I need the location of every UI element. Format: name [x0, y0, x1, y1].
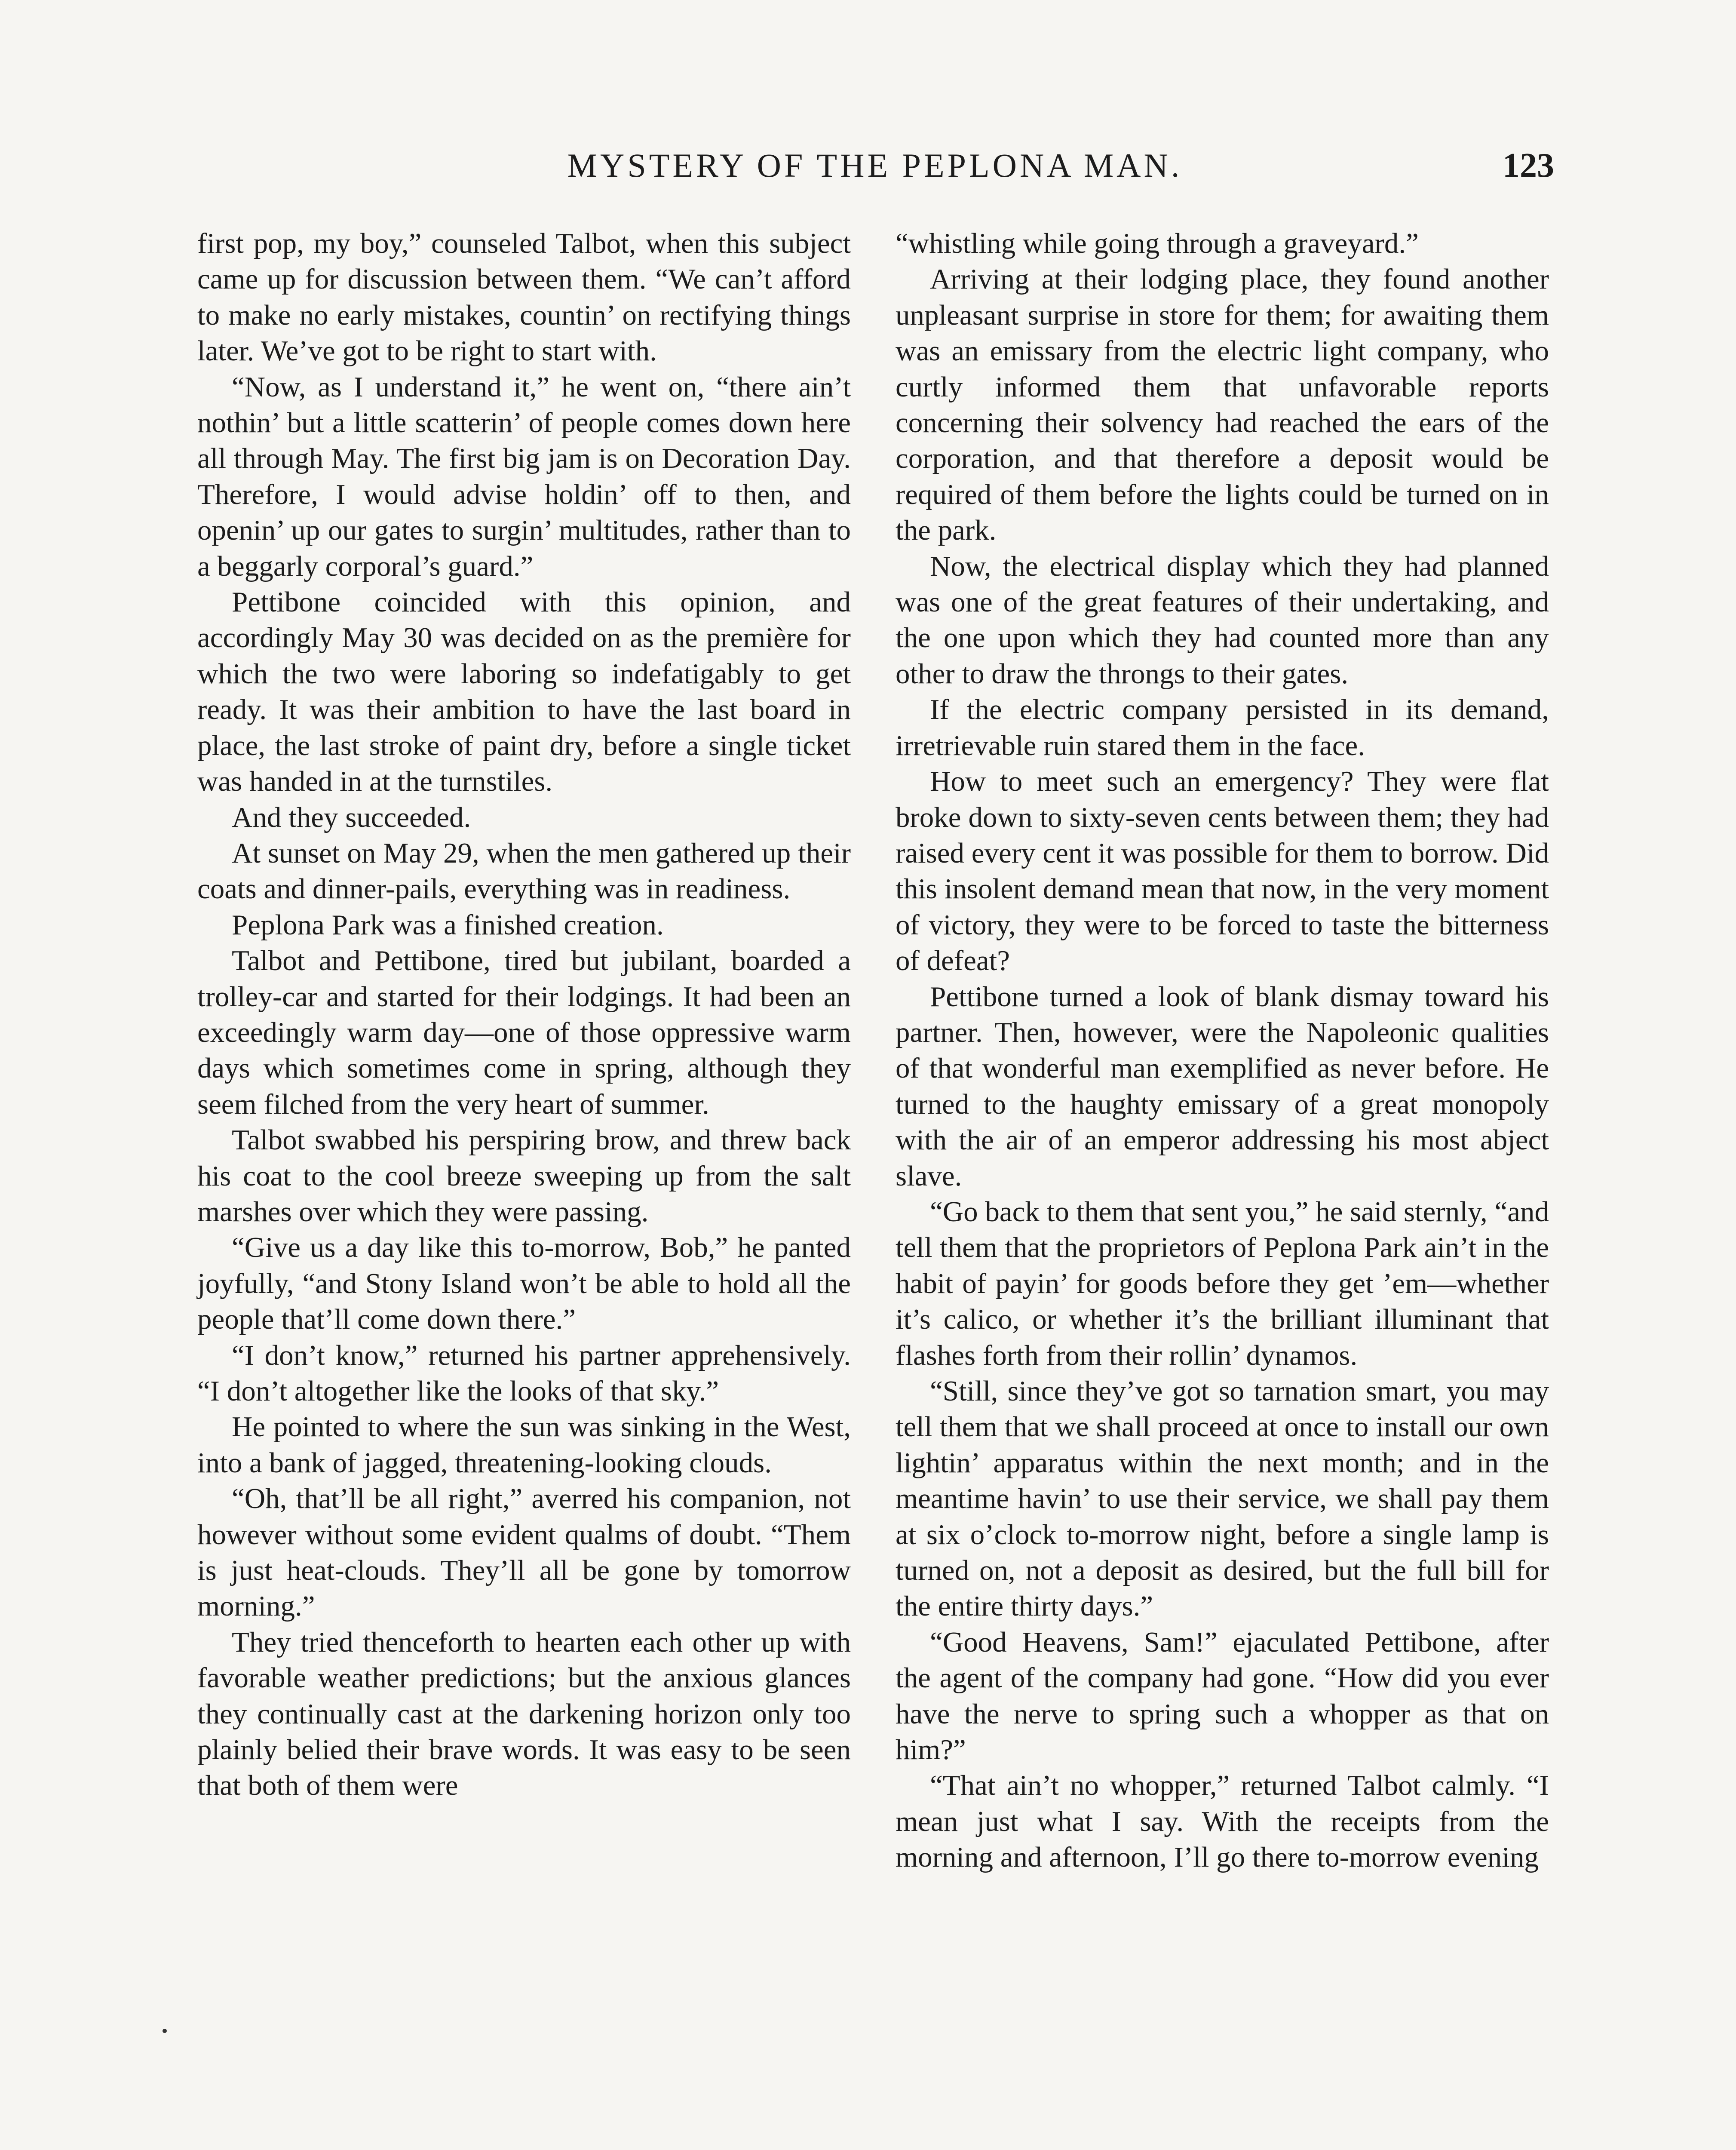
paragraph: first pop, my boy,” counseled Talbot, when this subject came up for discussion between them. “We can’t afford to make no early mistakes, countin’ on rectifying things later. We’ve got to be right to start with. [197, 227, 851, 367]
paragraph: “That ain’t no whopper,” returned Talbot calmly. “I mean just what I say. With the receipts from the morning and afternoon, I’ll go there to-morrow evening [896, 1769, 1549, 1874]
page-number: 123 [1503, 147, 1554, 184]
paragraph: “Oh, that’ll be all right,” averred his companion, not however without some evident qualms of doubt. “Them is just heat-clouds. They’ll all be gone by tomorrow morning.” [197, 1483, 851, 1622]
paragraph: “I don’t know,” returned his partner apprehensively. “I don’t altogether like the looks of that sky.” [197, 1339, 851, 1407]
paragraph: “Go back to them that sent you,” he said sternly, “and tell them that the proprietors of Peplona Park ain’t in the habit of payin’ for goods before they get ’em—whether it’s calico, or whether it’s the brilliant illuminant that flashes forth from their rollin’ dynamos. [896, 1195, 1549, 1371]
paragraph: Pettibone turned a look of blank dismay toward his partner. Then, however, were the Napoleonic qualities of that wonderful man exemplified as never before. He turned to the haughty emissary of a great monopoly with the air of an emperor addressing his most abject slave. [896, 980, 1549, 1192]
paragraph: Arriving at their lodging place, they found another unpleasant surprise in store for them; for awaiting them was an emissary from the electric light company, who curtly informed them that unfavorable reports concerning their solvency had reached the ears of the corporation, and that therefore a deposit would be required of them before the lights could be turned on in the park. [896, 263, 1549, 547]
paragraph: Talbot and Pettibone, tired but jubilant, boarded a trolley-car and started for their lodgings. It had been an exceedingly warm day—one of those oppressive warm days which sometimes come in spring, although they seem filched from the very heart of summer. [197, 945, 851, 1120]
paragraph: Now, the electrical display which they had planned was one of the great features of their undertaking, and the one upon which they had counted more than any other to draw the throngs to their gates. [896, 550, 1549, 690]
paragraph: Talbot swabbed his perspiring brow, and threw back his coat to the cool breeze sweeping up from the salt marshes over which they were passing. [197, 1124, 851, 1228]
paragraph: They tried thenceforth to hearten each other up with favorable weather predictions; but the anxious glances they continually cast at the darkening horizon only too plainly belied their brave words. It was easy to be seen that both of them were [197, 1626, 851, 1802]
paragraph: Pettibone coincided with this opinion, and accordingly May 30 was decided on as the première for which the two were laboring so indefatigably to get ready. It was their ambition to have the last board in place, the last stroke of paint dry, before a single ticket was handed in at the turnstiles. [197, 586, 851, 798]
paragraph: Peplona Park was a finished creation. [232, 909, 664, 941]
paragraph: “Now, as I understand it,” he went on, “there ain’t nothin’ but a little scatterin’ of people comes down here all through May. The first big jam is on Decoration Day. Therefore, I would advise holdin’ off to then, and openin’ up our gates to surgin’ multitudes, rather than to a beggarly corporal’s guard.” [197, 371, 851, 582]
paragraph: At sunset on May 29, when the men gathered up their coats and dinner-pails, everything was in readiness. [197, 837, 851, 905]
ink-speck [163, 2029, 167, 2033]
paragraph: “Good Heavens, Sam!” ejaculated Pettibone, after the agent of the company had gone. “How did you ever have the nerve to spring such a whopper as that on him?” [896, 1626, 1549, 1766]
paragraph: If the electric company persisted in its demand, irretrievable ruin stared them in the face. [896, 694, 1549, 762]
left-column [197, 226, 851, 1804]
running-head [196, 142, 1554, 189]
paragraph: “Still, since they’ve got so tarnation smart, you may tell them that we shall proceed at once to install our own lightin’ apparatus within the next month; and in the meantime havin’ to use their service, we shall pay them at six o’clock to-morrow night, before a single lamp is turned on, not a deposit as desired, but the full bill for the entire thirty days.” [896, 1375, 1549, 1622]
paragraph: How to meet such an emergency? They were flat broke down to sixty-seven cents between them; they had raised every cent it was possible for them to borrow. Did this insolent demand mean that now, in the very moment of victory, they were to be forced to taste the bitterness of defeat? [896, 765, 1549, 977]
running-title: MYSTERY OF THE PEPLONA MAN. [567, 147, 1183, 184]
paragraph: “Give us a day like this to-morrow, Bob,” he panted joyfully, “and Stony Island won’t be able to hold all the people that’ll come down there.” [197, 1232, 851, 1336]
paragraph: He pointed to where the sun was sinking in the West, into a bank of jagged, threatening-looking clouds. [197, 1411, 851, 1479]
right-column [896, 226, 1549, 1876]
paragraph: And they succeeded. [232, 801, 471, 833]
paragraph: “whistling while going through a graveyard.” [896, 227, 1419, 259]
